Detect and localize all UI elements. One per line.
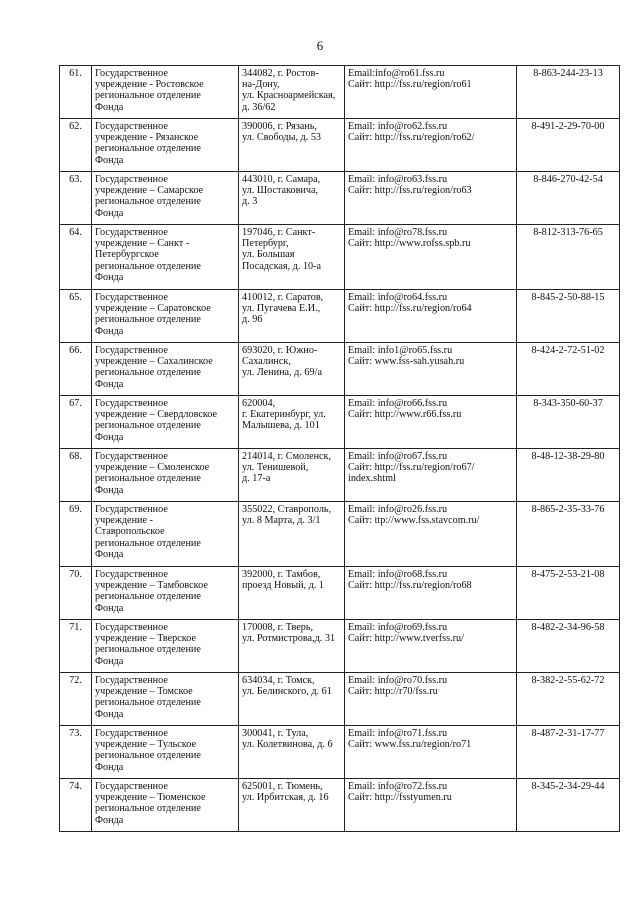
office-address-line: д. 17-а [242, 473, 271, 485]
row-number: 67. [60, 396, 92, 449]
office-address-line: Малышева, д. 101 [242, 420, 320, 432]
office-contact [345, 396, 517, 449]
row-number: 63. [60, 172, 92, 225]
office-contact-line: Сайт: http://fss.ru/region/ro67/ [348, 462, 475, 474]
office-address-line: 392000, г. Тамбов, [242, 569, 321, 580]
table-row [60, 502, 620, 567]
office-name-line: Фонда [95, 154, 124, 166]
office-contact-line: Сайт: http://www.rofss.spb.ru [348, 238, 471, 250]
office-contact [345, 119, 517, 172]
office-address [239, 673, 345, 726]
office-name-line: Фонда [95, 207, 124, 219]
office-name-line: Фонда [95, 761, 124, 773]
row-number: 71. [60, 620, 92, 673]
office-address [239, 343, 345, 396]
office-name-line: региональное отделение [95, 473, 201, 485]
office-name-line: Государственное [95, 121, 168, 132]
table-row [60, 567, 620, 620]
office-address [239, 396, 345, 449]
office-address [239, 567, 345, 620]
office-address [239, 779, 345, 832]
office-address-line: 344082, г. Ростов- [242, 68, 319, 79]
office-contact-line: Email: info@ro78.fss.ru [348, 227, 448, 238]
row-number: 61. [60, 66, 92, 119]
office-contact-line: Сайт: ttp://www.fss.stavcom.ru/ [348, 515, 480, 527]
office-name [92, 449, 239, 502]
office-contact-line: Email: info@ro62.fss.ru [348, 121, 448, 132]
office-name-line: учреждение – Тверское [95, 633, 196, 645]
office-name-line: Государственное [95, 728, 168, 739]
office-contact-line: Сайт: http://fss.ru/region/ro63 [348, 185, 472, 197]
office-name-line: Государственное [95, 174, 168, 185]
table-row [60, 119, 620, 172]
office-name [92, 726, 239, 779]
office-phone: 8-812-313-76-65 [517, 225, 620, 290]
office-address-line: ул. Шостаковича, [242, 185, 319, 197]
office-name-line: Государственное [95, 227, 168, 238]
office-address-line: 693020, г. Южно- [242, 345, 318, 356]
office-name-line: Государственное [95, 569, 168, 580]
office-phone: 8-424-2-72-51-02 [517, 343, 620, 396]
office-name-line: Фонда [95, 655, 124, 667]
office-name-line: учреждение – Самарское [95, 185, 204, 197]
office-contact [345, 673, 517, 726]
office-name-line: Фонда [95, 271, 124, 283]
row-number: 68. [60, 449, 92, 502]
office-contact-line: Сайт: http://fss.ru/region/ro64 [348, 303, 472, 315]
office-address-line: проезд Новый, д. 1 [242, 580, 325, 592]
regional-offices-table [59, 65, 620, 832]
office-contact-line: Email: info@ro69.fss.ru [348, 622, 448, 633]
office-name-line: учреждение - Рязанское [95, 132, 199, 144]
office-address-line: д. 36/62 [242, 101, 276, 113]
office-address-line: ул. Ротмистрова,д. 31 [242, 633, 336, 645]
office-address-line: 625001, г. Тюмень, [242, 781, 323, 792]
office-address-line: ул. Колетвинова, д. 6 [242, 739, 333, 751]
office-phone: 8-475-2-53-21-08 [517, 567, 620, 620]
table-row [60, 726, 620, 779]
office-contact-line: Сайт: http://fss.ru/region/ro61 [348, 79, 472, 91]
office-name-line: Государственное [95, 68, 168, 79]
office-phone: 8-487-2-31-17-77 [517, 726, 620, 779]
table-row [60, 449, 620, 502]
office-name-line: Фонда [95, 814, 124, 826]
office-name-line: региональное отделение [95, 750, 201, 762]
row-number: 62. [60, 119, 92, 172]
office-name-line: региональное отделение [95, 143, 201, 155]
office-contact [345, 290, 517, 343]
office-name-line: учреждение – Томское [95, 686, 193, 698]
table-row [60, 343, 620, 396]
row-number: 73. [60, 726, 92, 779]
office-contact-line: Сайт: www.fss.ru/region/ro71 [348, 739, 472, 751]
office-address [239, 620, 345, 673]
office-address-line: 197046, г. Санкт- [242, 227, 316, 238]
page-number: 6 [316, 38, 324, 53]
office-name-line: Государственное [95, 675, 168, 686]
office-phone: 8-863-244-23-13 [517, 66, 620, 119]
office-contact-line: Сайт: www.fss-sah.yusah.ru [348, 356, 465, 368]
row-number: 66. [60, 343, 92, 396]
office-name-line: учреждение – Свердловское [95, 409, 218, 421]
office-name-line: учреждение – Тюменское [95, 792, 206, 804]
office-contact-line: Сайт: http://fss.ru/region/ro68 [348, 580, 472, 592]
row-number: 72. [60, 673, 92, 726]
office-name-line: региональное отделение [95, 260, 201, 272]
office-address-line: Посадская, д. 10-а [242, 260, 322, 272]
office-name-line: Государственное [95, 622, 168, 633]
office-address-line: 443010, г. Самара, [242, 174, 321, 185]
office-name-line: учреждение – Санкт - [95, 238, 190, 250]
office-name-line: Фонда [95, 101, 124, 113]
office-address-line: 300041, г. Тула, [242, 728, 309, 739]
office-name-line: региональное отделение [95, 196, 201, 208]
office-name-line: Фонда [95, 431, 124, 443]
office-name [92, 343, 239, 396]
office-address [239, 225, 345, 290]
office-contact-line: Email: info1@ro65.fss.ru [348, 345, 453, 356]
office-phone: 8-482-2-34-96-58 [517, 620, 620, 673]
office-address [239, 172, 345, 225]
office-name-line: Государственное [95, 345, 168, 356]
office-address-line: 634034, г. Томск, [242, 675, 315, 686]
office-phone: 8-343-350-60-37 [517, 396, 620, 449]
office-name [92, 290, 239, 343]
office-address-line: д. 96 [242, 314, 263, 326]
office-name-line: Ставропольское [95, 526, 165, 538]
office-address [239, 119, 345, 172]
row-number: 65. [60, 290, 92, 343]
office-name-line: учреждение – Смоленское [95, 462, 210, 474]
office-name-line: региональное отделение [95, 90, 201, 102]
office-address-line: 620004, [242, 398, 276, 409]
office-address-line: ул. Пугачева Е.И., [242, 303, 321, 315]
office-contact-line: Email: info@ro72.fss.ru [348, 781, 448, 792]
office-address-line: г. Екатеринбург, ул. [242, 409, 326, 421]
office-address [239, 502, 345, 567]
office-contact [345, 172, 517, 225]
office-name-line: региональное отделение [95, 591, 201, 603]
office-name-line: Петербургское [95, 249, 159, 261]
office-name-line: региональное отделение [95, 803, 201, 815]
office-name [92, 66, 239, 119]
office-name-line: региональное отделение [95, 420, 201, 432]
office-address-line: ул. Большая [242, 249, 295, 261]
office-address-line: ул. Свободы, д. 53 [242, 132, 322, 144]
office-phone: 8-345-2-34-29-44 [517, 779, 620, 832]
table-row [60, 396, 620, 449]
office-name-line: учреждение - [95, 515, 153, 527]
office-name [92, 779, 239, 832]
office-contact [345, 620, 517, 673]
office-name-line: региональное отделение [95, 314, 201, 326]
table-row [60, 290, 620, 343]
office-name [92, 673, 239, 726]
office-name [92, 119, 239, 172]
office-contact [345, 502, 517, 567]
office-address-line: ул. Ленина, д. 69/а [242, 367, 322, 379]
office-name-line: Государственное [95, 504, 168, 515]
office-name-line: Фонда [95, 325, 124, 337]
office-address-line: Сахалинск, [242, 356, 291, 368]
office-contact [345, 726, 517, 779]
office-name-line: учреждение – Сахалинское [95, 356, 213, 368]
office-phone: 8-491-2-29-70-00 [517, 119, 620, 172]
office-address-line: 355022, Ставрополь, [242, 504, 332, 515]
office-name [92, 502, 239, 567]
office-name-line: учреждение – Тульское [95, 739, 196, 751]
office-contact-line: Сайт: http://www.r66.fss.ru [348, 409, 462, 421]
office-name-line: региональное отделение [95, 697, 201, 709]
office-contact-line: Email: info@ro70.fss.ru [348, 675, 448, 686]
table-row [60, 225, 620, 290]
office-contact [345, 343, 517, 396]
office-contact [345, 779, 517, 832]
office-address-line: д. 3 [242, 196, 258, 208]
office-contact-line: Email: info@ro26.fss.ru [348, 504, 448, 515]
office-contact [345, 449, 517, 502]
office-name-line: Государственное [95, 292, 168, 303]
office-address [239, 290, 345, 343]
office-phone: 8-846-270-42-54 [517, 172, 620, 225]
office-name [92, 396, 239, 449]
office-address-line: ул. Красноармейская, [242, 90, 336, 102]
row-number: 70. [60, 567, 92, 620]
table-row [60, 620, 620, 673]
office-contact [345, 66, 517, 119]
office-name-line: региональное отделение [95, 537, 201, 549]
office-address-line: 170008, г. Тверь, [242, 622, 314, 633]
office-name-line: Фонда [95, 602, 124, 614]
office-address-line: 390006, г. Рязань, [242, 121, 317, 132]
office-contact-line: Email: info@ro63.fss.ru [348, 174, 448, 185]
office-name [92, 567, 239, 620]
office-name-line: Государственное [95, 398, 168, 409]
office-address [239, 726, 345, 779]
office-contact-line: Сайт: http://fsstyumen.ru [348, 792, 452, 804]
office-name [92, 620, 239, 673]
office-phone: 8-382-2-55-62-72 [517, 673, 620, 726]
office-name-line: учреждение – Тамбовское [95, 580, 208, 592]
table-row [60, 66, 620, 119]
office-name [92, 172, 239, 225]
office-address-line: 410012, г. Саратов, [242, 292, 324, 303]
office-name-line: Государственное [95, 451, 168, 462]
office-address [239, 449, 345, 502]
office-contact [345, 225, 517, 290]
office-address-line: Петербург, [242, 238, 289, 250]
table-row [60, 779, 620, 832]
office-address-line: ул. Белинского, д. 61 [242, 686, 332, 698]
table-row [60, 172, 620, 225]
office-contact-line: Email: info@ro66.fss.ru [348, 398, 448, 409]
row-number: 74. [60, 779, 92, 832]
office-contact-line: Сайт: http://r70/fss.ru [348, 686, 438, 698]
office-name-line: учреждение - Ростовское [95, 79, 204, 91]
office-name-line: Фонда [95, 378, 124, 390]
office-address-line: 214014, г. Смоленск, [242, 451, 332, 462]
office-contact-line: Email: info@ro67.fss.ru [348, 451, 448, 462]
office-address-line: ул. Тенишевой, [242, 462, 309, 474]
office-phone: 8-48-12-38-29-80 [517, 449, 620, 502]
row-number: 69. [60, 502, 92, 567]
office-contact-line: Email: info@ro64.fss.ru [348, 292, 448, 303]
office-name-line: учреждение – Саратовское [95, 303, 211, 315]
office-name-line: Фонда [95, 484, 124, 496]
office-contact-line: Email: info@ro71.fss.ru [348, 728, 448, 739]
office-address-line: ул. Ирбитская, д. 16 [242, 792, 329, 804]
office-address [239, 66, 345, 119]
office-contact-line: Сайт: http://www.tverfss.ru/ [348, 633, 464, 645]
office-address-line: на-Дону, [242, 79, 280, 91]
office-contact-line: Email:info@ro61.fss.ru [348, 68, 445, 79]
office-contact-line: Сайт: http://fss.ru/region/ro62/ [348, 132, 475, 144]
table-row [60, 673, 620, 726]
office-name-line: Фонда [95, 548, 124, 560]
row-number: 64. [60, 225, 92, 290]
office-name [92, 225, 239, 290]
office-phone: 8-865-2-35-33-76 [517, 502, 620, 567]
office-contact-line: Email: info@ro68.fss.ru [348, 569, 448, 580]
office-name-line: региональное отделение [95, 367, 201, 379]
office-address-line: ул. 8 Марта, д. 3/1 [242, 515, 321, 527]
office-contact-line: index.shtml [348, 473, 396, 485]
office-phone: 8-845-2-50-88-15 [517, 290, 620, 343]
office-name-line: региональное отделение [95, 644, 201, 656]
office-name-line: Государственное [95, 781, 168, 792]
office-name-line: Фонда [95, 708, 124, 720]
office-contact [345, 567, 517, 620]
